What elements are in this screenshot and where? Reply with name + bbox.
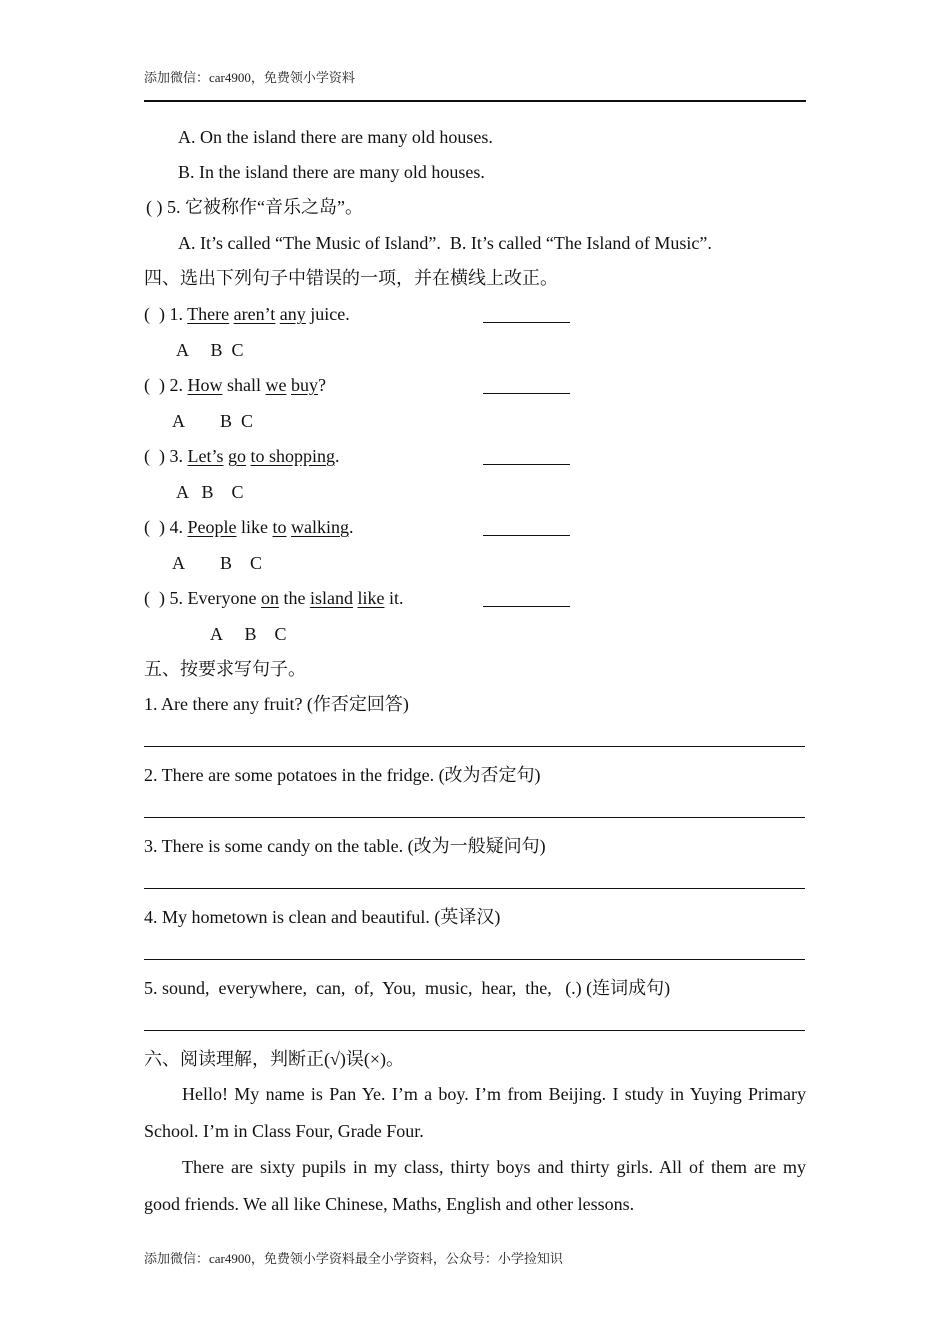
underlined-a: There <box>187 304 230 324</box>
s4-letters-5: A B C <box>210 624 287 644</box>
section6-title: 六、阅读理解，判断正(√)误(×)。 <box>144 1049 405 1069</box>
s5-item-4: 4. My hometown is clean and beautiful. (英译汉) <box>144 907 501 927</box>
answer-blank-2[interactable] <box>483 393 570 394</box>
s5-answer-line-4[interactable] <box>144 959 805 960</box>
underlined-c: any <box>279 304 306 324</box>
s5-item-5: 5. sound, everywhere, can, of, You, music, hear, the, (.) (连词成句) <box>144 978 671 998</box>
underlined-b: aren’t <box>233 304 276 324</box>
underlined-a: Let’s <box>187 446 224 466</box>
underlined-c: to shopping <box>250 446 336 466</box>
page-footer: 添加微信：car4900，免费领小学资料最全小学资料，公众号：小学捡知识 <box>144 1251 563 1266</box>
s4-letters-2: A B C <box>172 411 254 431</box>
underlined-a: How <box>187 375 223 395</box>
s4-question-5 <box>144 587 403 609</box>
s4-question-3 <box>144 445 340 467</box>
q-tail: juice. <box>305 304 350 324</box>
q-prefix: ( ) 1. <box>144 304 188 324</box>
underlined-b: we <box>265 375 287 395</box>
s5-item-2: 2. There are some potatoes in the fridge. (改为否定句) <box>144 765 541 785</box>
underlined-c: walking <box>291 517 350 537</box>
q-prefix: ( ) 4. <box>144 517 188 537</box>
q4-option-a: A. On the island there are many old houses. <box>178 127 493 147</box>
s4-question-2 <box>144 374 326 396</box>
q-prefix: ( ) 3. <box>144 446 188 466</box>
q5-options: A. It’s called “The Music of Island”. B. It’s called “The Island of Music”. <box>178 233 712 253</box>
spacer: like <box>236 517 273 537</box>
s4-letters-3: A B C <box>176 482 244 502</box>
q-prefix: ( ) 2. <box>144 375 188 395</box>
underlined-c: buy <box>291 375 318 395</box>
q-tail: . <box>335 446 340 466</box>
s4-letters-4: A B C <box>172 553 263 573</box>
s5-answer-line-2[interactable] <box>144 817 805 818</box>
reading-paragraph-2: There are sixty pupils in my class, thirty boys and thirty girls. All of them are my good friends. We all like Chinese, Maths, English and other lessons. <box>144 1157 806 1214</box>
q5-stem: ( ) 5. 它被称作“音乐之岛”。 <box>146 197 363 217</box>
s4-question-1 <box>144 303 350 325</box>
answer-blank-5[interactable] <box>483 606 570 607</box>
underlined-a: on <box>260 588 279 608</box>
q4-option-b: B. In the island there are many old houses. <box>178 162 485 182</box>
answer-blank-4[interactable] <box>483 535 570 536</box>
q-prefix: ( ) 5. Everyone <box>144 588 261 608</box>
s5-answer-line-1[interactable] <box>144 746 805 747</box>
s5-item-1: 1. Are there any fruit? (作否定回答) <box>144 694 409 714</box>
answer-blank-1[interactable] <box>483 322 570 323</box>
underlined-b: island <box>309 588 353 608</box>
s5-item-3: 3. There is some candy on the table. (改为一般疑问句) <box>144 836 546 856</box>
underlined-a: People <box>187 517 237 537</box>
s5-answer-line-5[interactable] <box>144 1030 805 1031</box>
underlined-c: like <box>357 588 385 608</box>
q-tail: it. <box>384 588 404 608</box>
reading-paragraph-1: Hello! My name is Pan Ye. I’m a boy. I’m from Beijing. I study in Yuying Primary School. I’m in Class Four, Grade Four. <box>144 1084 806 1141</box>
s4-letters-1: A B C <box>176 340 244 360</box>
header-rule <box>144 100 806 102</box>
spacer: shall <box>222 375 266 395</box>
answer-blank-3[interactable] <box>483 464 570 465</box>
section5-title: 五、按要求写句子。 <box>144 659 306 679</box>
q-tail: . <box>349 517 354 537</box>
page-header: 添加微信：car4900，免费领小学资料 <box>144 70 355 85</box>
q-tail: ? <box>318 375 326 395</box>
s4-question-4 <box>144 516 354 538</box>
s5-answer-line-3[interactable] <box>144 888 805 889</box>
underlined-b: to <box>272 517 287 537</box>
underlined-b: go <box>228 446 246 466</box>
section4-title: 四、选出下列句子中错误的一项，并在横线上改正。 <box>144 268 558 288</box>
spacer: the <box>278 588 310 608</box>
